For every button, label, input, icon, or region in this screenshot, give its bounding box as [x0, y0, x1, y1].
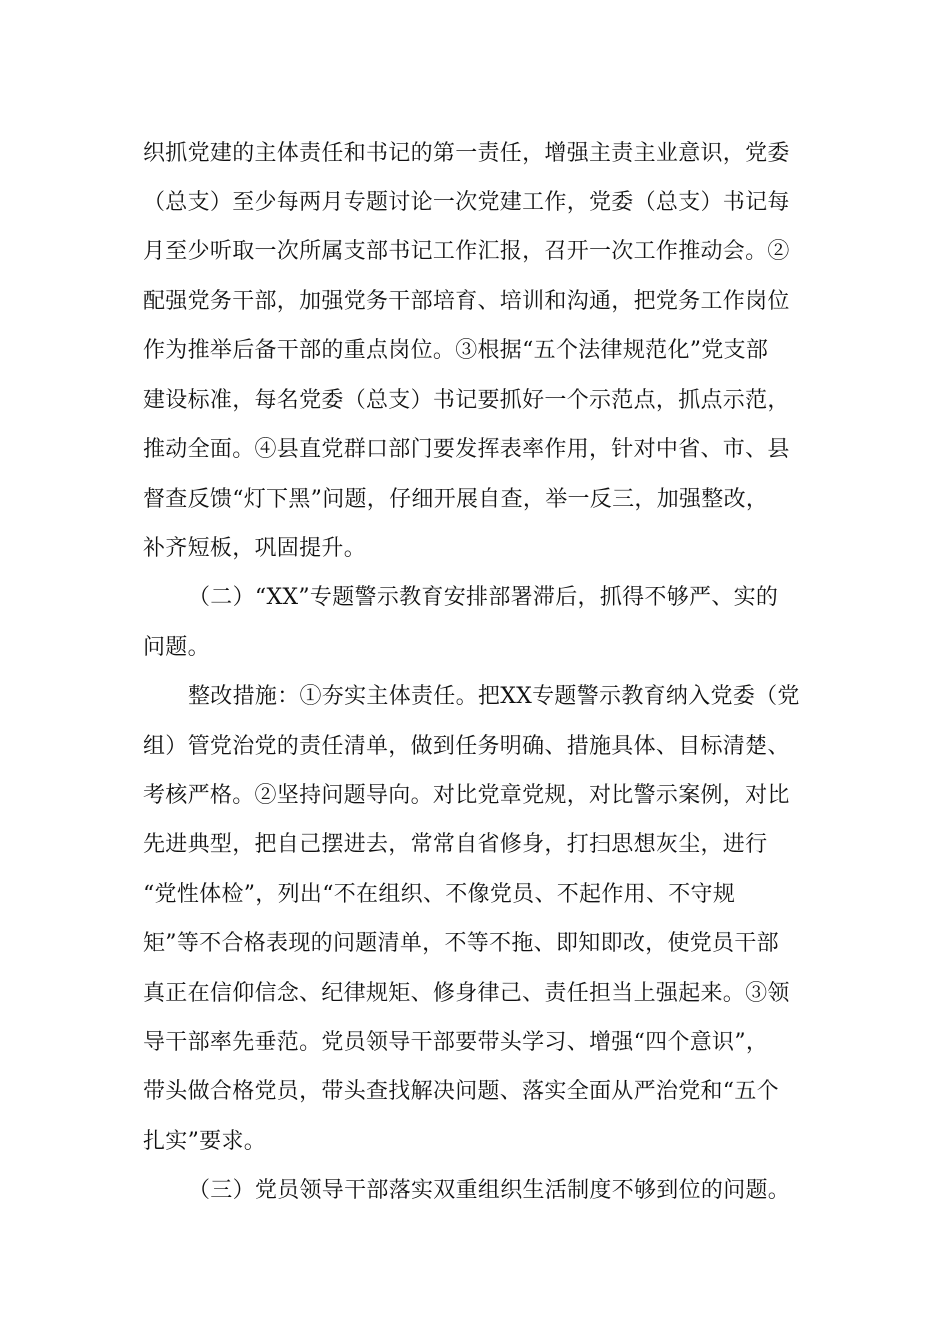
- body-text-line: 配强党务干部，加强党务干部培育、培训和沟通，把党务工作岗位: [143, 289, 790, 314]
- body-text-line: 织抓党建的主体责任和书记的第一责任，增强主责主业意识，党委: [143, 141, 790, 166]
- body-text-line: 先进典型，把自己摆进去，常常自省修身，打扫思想灰尘，进行: [143, 832, 768, 857]
- body-text-line: “党性体检”，列出“不在组织、不像党员、不起作用、不守规: [143, 882, 736, 907]
- body-text-line: 导干部率先垂范。党员领导干部要带头学习、增强“四个意识”，: [143, 1030, 769, 1055]
- body-text-line: 矩”等不合格表现的问题清单，不等不拖、即知即改，使党员干部: [143, 931, 779, 956]
- section-heading-2: （二）“XX”专题警示教育安排部署滞后，抓得不够严、实的: [188, 585, 779, 610]
- body-text-line: 补齐短板，巩固提升。: [143, 536, 367, 561]
- body-text-line: 月至少听取一次所属支部书记工作汇报，召开一次工作推动会。②: [143, 239, 790, 264]
- rectification-measures-start: 整改措施：①夯实主体责任。把XX专题警示教育纳入党委（党: [188, 684, 800, 709]
- body-text-line: 督查反馈“灯下黑”问题，仔细开展自查，举一反三，加强整改，: [143, 487, 769, 512]
- body-text-line: 考核严格。②坚持问题导向。对比党章党规，对比警示案例，对比: [143, 783, 790, 808]
- body-text-line: 真正在信仰信念、纪律规矩、修身律己、责任担当上强起来。③领: [143, 981, 790, 1006]
- section-heading-3: （三）党员领导干部落实双重组织生活制度不够到位的问题。: [188, 1178, 791, 1203]
- body-text-line: 带头做合格党员，带头查找解决问题、落实全面从严治党和“五个: [143, 1079, 779, 1104]
- body-text-line: 建设标准，每名党委（总支）书记要抓好一个示范点，抓点示范，: [143, 388, 790, 413]
- body-text-line: 扎实”要求。: [143, 1129, 267, 1154]
- body-text-line: 问题。: [143, 635, 210, 660]
- body-text-line: 组）管党治党的责任清单，做到任务明确、措施具体、目标清楚、: [143, 734, 790, 759]
- body-text-line: 推动全面。④县直党群口部门要发挥表率作用，针对中省、市、县: [143, 437, 790, 462]
- body-text-line: （总支）至少每两月专题讨论一次党建工作，党委（总支）书记每: [143, 190, 790, 215]
- body-text-line: 作为推举后备干部的重点岗位。③根据“五个法律规范化”党支部: [143, 338, 769, 363]
